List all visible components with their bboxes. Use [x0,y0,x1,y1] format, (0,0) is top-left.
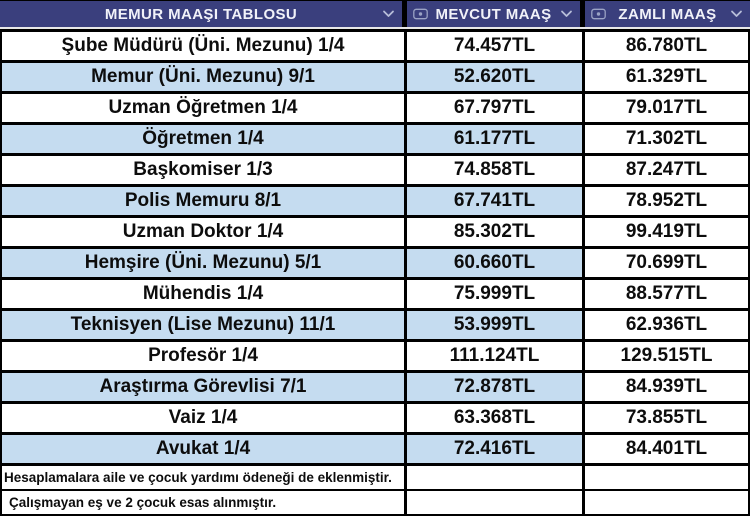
table-row [2,342,748,373]
header-raised-salary-label: ZAMLI MAAŞ [618,5,717,23]
table-row [2,94,748,125]
current-salary-value: 72.416TL [407,435,585,463]
row-label: Memur (Üni. Mezunu) 9/1 [2,63,407,91]
row-label: Uzman Doktor 1/4 [2,218,407,246]
current-salary-value: 74.457TL [407,32,585,60]
empty-cell [407,466,585,489]
current-salary-value: 60.660TL [407,249,585,277]
row-label: Vaiz 1/4 [2,404,407,432]
chevron-down-icon[interactable] [382,10,395,19]
header-current-salary-cell[interactable] [407,0,585,27]
empty-cell [585,466,748,489]
chevron-down-icon[interactable] [560,10,573,19]
current-salary-value: 52.620TL [407,63,585,91]
current-salary-value: 85.302TL [407,218,585,246]
table-row [2,156,748,187]
raised-salary-value: 99.419TL [585,218,748,246]
table-row [2,280,748,311]
footnote-text: Hesaplamalara aile ve çocuk yardımı ödeneği de eklenmiştir. [2,466,407,489]
row-label: Uzman Öğretmen 1/4 [2,94,407,122]
table-title: MEMUR MAAŞI TABLOSU [104,5,298,23]
current-salary-value: 72.878TL [407,373,585,401]
header-title-cell[interactable] [0,0,407,27]
raised-salary-value: 73.855TL [585,404,748,432]
table-row [2,249,748,280]
current-salary-value: 53.999TL [407,311,585,339]
row-label: Öğretmen 1/4 [2,125,407,153]
empty-cell [585,491,748,514]
table-header-row [0,0,750,27]
row-label: Teknisyen (Lise Mezunu) 11/1 [2,311,407,339]
raised-salary-value: 84.939TL [585,373,748,401]
raised-salary-value: 71.302TL [585,125,748,153]
current-salary-value: 67.741TL [407,187,585,215]
current-salary-value: 61.177TL [407,125,585,153]
chevron-down-icon[interactable] [730,10,743,19]
raised-salary-value: 84.401TL [585,435,748,463]
row-label: Başkomiser 1/3 [2,156,407,184]
current-salary-value: 111.124TL [407,342,585,370]
table-row [2,435,748,466]
row-label: Avukat 1/4 [2,435,407,463]
footnote-row [2,466,748,491]
raised-salary-value: 87.247TL [585,156,748,184]
raised-salary-value: 61.329TL [585,63,748,91]
row-label: Mühendis 1/4 [2,280,407,308]
row-label: Araştırma Görevlisi 7/1 [2,373,407,401]
row-label: Şube Müdürü (Üni. Mezunu) 1/4 [2,32,407,60]
table-row [2,311,748,342]
raised-salary-value: 88.577TL [585,280,748,308]
row-label: Polis Memuru 8/1 [2,187,407,215]
table-row [2,187,748,218]
header-raised-salary-cell[interactable] [585,0,750,27]
current-salary-value: 63.368TL [407,404,585,432]
footnote-text: Çalışmayan eş ve 2 çocuk esas alınmıştır. [2,491,407,514]
current-salary-value: 74.858TL [407,156,585,184]
banknote-icon [591,9,606,20]
raised-salary-value: 86.780TL [585,32,748,60]
table-body [0,29,750,466]
table-row [2,125,748,156]
raised-salary-value: 129.515TL [585,342,748,370]
footnote-row [2,491,748,516]
row-label: Profesör 1/4 [2,342,407,370]
raised-salary-value: 78.952TL [585,187,748,215]
table-row [2,63,748,94]
current-salary-value: 67.797TL [407,94,585,122]
header-current-salary-label: MEVCUT MAAŞ [435,5,552,23]
table-row [2,404,748,435]
row-label: Hemşire (Üni. Mezunu) 5/1 [2,249,407,277]
table-row [2,32,748,63]
empty-cell [407,491,585,514]
raised-salary-value: 70.699TL [585,249,748,277]
current-salary-value: 75.999TL [407,280,585,308]
table-footnotes [0,466,750,516]
raised-salary-value: 62.936TL [585,311,748,339]
banknote-icon [413,9,428,20]
table-row [2,373,748,404]
table-row [2,218,748,249]
raised-salary-value: 79.017TL [585,94,748,122]
